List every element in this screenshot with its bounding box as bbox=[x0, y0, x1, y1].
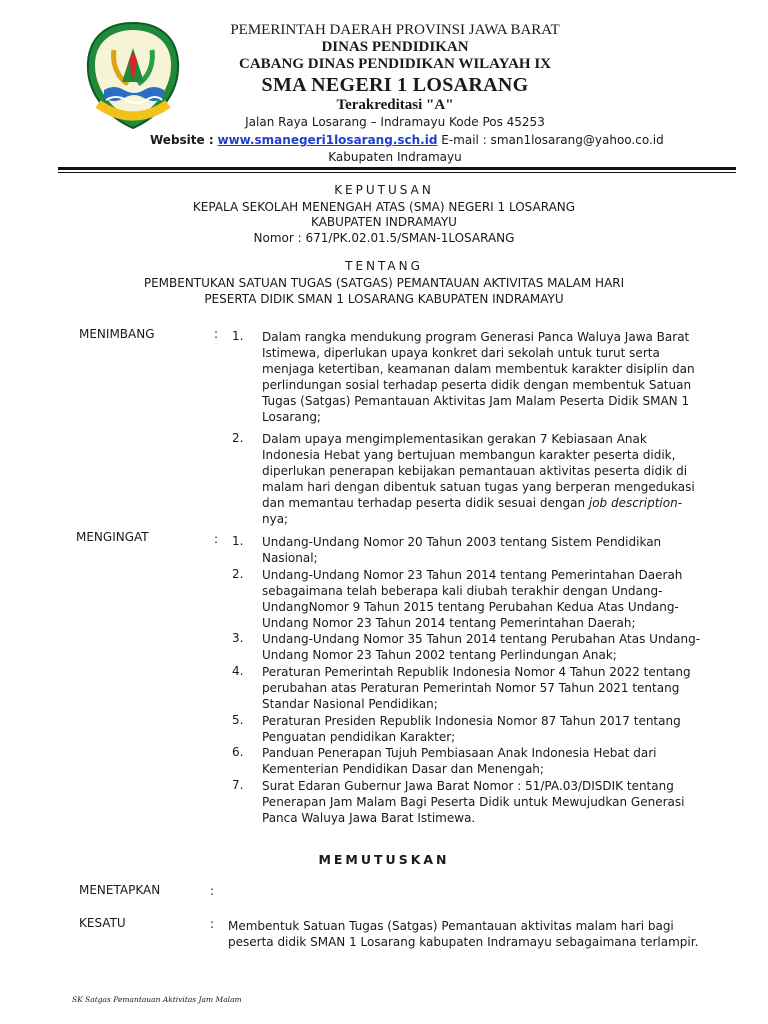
letterhead-divider-thick bbox=[58, 167, 736, 170]
text-line: Undang Nomor 23 Tahun 2002 tentang Perlindungan Anak; bbox=[262, 648, 617, 662]
letterhead-address: Jalan Raya Losarang – Indramayu Kode Pos 45253 bbox=[245, 115, 545, 129]
decree-issuer: KEPALA SEKOLAH MENENGAH ATAS (SMA) NEGERI 1 LOSARANG bbox=[192, 200, 576, 214]
mengingat-item-7 bbox=[262, 778, 702, 826]
mengingat-item-6 bbox=[262, 745, 702, 777]
text-line: Istimewa, diperlukan upaya konkret dari sekolah untuk turut serta bbox=[262, 346, 660, 360]
text-line: sebagaimana telah beberapa kali diubah terakhir dengan Undang- bbox=[262, 584, 663, 598]
mengingat-item-number: 7. bbox=[232, 778, 244, 792]
text-line: diperlukan penerapan kebijakan pemantauan aktivitas peserta didik di bbox=[262, 464, 688, 478]
mengingat-colon: : bbox=[214, 532, 219, 546]
text-line: perlindungan sosial terhadap peserta didik dengan membentuk Satuan bbox=[262, 378, 692, 392]
text-line: Peraturan Pemerintah Republik Indonesia Nomor 4 Tahun 2022 tentang bbox=[262, 665, 691, 679]
letterhead-accreditation: Terakreditasi "A" bbox=[336, 97, 454, 113]
text-line: Dalam upaya mengimplementasikan gerakan 7 Kebiasaan Anak bbox=[262, 432, 647, 446]
letterhead-regency: Kabupaten Indramayu bbox=[328, 150, 462, 164]
text-line: menjaga ketertiban, keamanan dalam membentuk karakter disiplin dan bbox=[262, 362, 695, 376]
mengingat-item-number: 6. bbox=[232, 745, 244, 759]
text-line: Surat Edaran Gubernur Jawa Barat Nomor : 51/PA.03/DISDIK tentang bbox=[262, 779, 674, 793]
mengingat-item-number: 1. bbox=[232, 534, 244, 548]
text-line: Tugas (Satgas) Pemantauan Aktivitas Jam Malam Peserta Didik SMAN 1 bbox=[262, 394, 690, 408]
text-line: Membentuk Satuan Tugas (Satgas) Pemantauan aktivitas malam hari bagi bbox=[228, 919, 674, 933]
text-line: Losarang; bbox=[262, 410, 321, 424]
mengingat-item-1 bbox=[262, 534, 702, 566]
mengingat-item-3 bbox=[262, 631, 702, 663]
mengingat-item-number: 5. bbox=[232, 713, 244, 727]
decree-number: Nomor : 671/PK.02.01.5/SMAN-1LOSARANG bbox=[253, 231, 515, 245]
text-line: malam hari dengan dibentuk satuan tugas yang berperan mengedukasi bbox=[262, 480, 695, 494]
menetapkan-colon: : bbox=[210, 884, 215, 898]
menimbang-item-number: 2. bbox=[232, 431, 244, 445]
text-line: peserta didik SMAN 1 Losarang kabupaten Indramayu sebagaimana terlampir. bbox=[228, 935, 699, 949]
kesatu-colon: : bbox=[210, 917, 215, 931]
text-line: Undang-Undang Nomor 23 Tahun 2014 tentang Pemerintahan Daerah bbox=[262, 568, 683, 582]
letterhead-contact bbox=[150, 133, 664, 147]
decree-subject-line-2: PESERTA DIDIK SMAN 1 LOSARANG KABUPATEN INDRAMAYU bbox=[204, 292, 564, 306]
mengingat-item-4 bbox=[262, 664, 702, 712]
decree-subject-line-1: PEMBENTUKAN SATUAN TUGAS (SATGAS) PEMANTAUAN AKTIVITAS MALAM HARI bbox=[143, 276, 625, 290]
text-line: nya; bbox=[262, 512, 289, 526]
letterhead-school-name: SMA NEGERI 1 LOSARANG bbox=[261, 74, 529, 96]
text-line bbox=[262, 495, 702, 511]
decree-heading: KEPUTUSAN bbox=[334, 183, 434, 197]
menimbang-item-2 bbox=[262, 431, 702, 527]
decree-regency: KABUPATEN INDRAMAYU bbox=[311, 215, 457, 229]
mengingat-item-number: 2. bbox=[232, 567, 244, 581]
text-line: Nasional; bbox=[262, 551, 318, 565]
menimbang-label: MENIMBANG bbox=[79, 327, 155, 341]
letterhead-government: PEMERINTAH DAERAH PROVINSI JAWA BARAT bbox=[230, 22, 560, 38]
italic-term: job description- bbox=[588, 496, 683, 510]
letterhead-department: DINAS PENDIDIKAN bbox=[321, 39, 469, 55]
text-line: Dalam rangka mendukung program Generasi Panca Waluya Jawa Barat bbox=[262, 330, 690, 344]
menimbang-colon: : bbox=[214, 327, 219, 341]
text-line: Panduan Penerapan Tujuh Pembiasaan Anak Indonesia Hebat dari bbox=[262, 746, 657, 760]
menetapkan-label: MENETAPKAN bbox=[79, 883, 161, 897]
text-line: Kementerian Pendidikan Dasar dan Menengah; bbox=[262, 762, 544, 776]
text-line: Panca Waluya Jawa Barat Istimewa. bbox=[262, 811, 476, 825]
email-text: E-mail : sman1losarang@yahoo.co.id bbox=[441, 133, 664, 147]
text-line: Undang-Undang Nomor 20 Tahun 2003 tentang Sistem Pendidikan bbox=[262, 535, 662, 549]
text-line: Penerapan Jam Malam Bagi Peserta Didik untuk Mewujudkan Generasi bbox=[262, 795, 685, 809]
text-line: Penguatan pendidikan Karakter; bbox=[262, 730, 456, 744]
memutuskan-heading: MEMUTUSKAN bbox=[318, 852, 450, 867]
letterhead-divider-thin bbox=[58, 172, 736, 173]
menimbang-item-1 bbox=[262, 329, 702, 425]
footer-note: SK Satgas Pemantauan Aktivitas Jam Malam bbox=[72, 995, 242, 1004]
mengingat-item-number: 4. bbox=[232, 664, 244, 678]
text-line: Undang Nomor 23 Tahun 2014 tentang Pemerintahan Daerah; bbox=[262, 616, 636, 630]
menimbang-item-number: 1. bbox=[232, 329, 244, 343]
text-line: Standar Nasional Pendidikan; bbox=[262, 697, 438, 711]
text-line: UndangNomor 9 Tahun 2015 tentang Perubahan Kedua Atas Undang- bbox=[262, 600, 679, 614]
text-line: Undang-Undang Nomor 35 Tahun 2014 tentang Perubahan Atas Undang- bbox=[262, 632, 701, 646]
text-line: perubahan atas Peraturan Pemerintah Nomor 57 Tahun 2021 tentang bbox=[262, 681, 680, 695]
about-heading: TENTANG bbox=[345, 259, 423, 273]
mengingat-item-2 bbox=[262, 567, 702, 631]
letterhead-branch: CABANG DINAS PENDIDIKAN WILAYAH IX bbox=[238, 56, 551, 72]
mengingat-item-5 bbox=[262, 713, 702, 745]
kesatu-label: KESATU bbox=[79, 916, 126, 930]
text-line: Indonesia Hebat yang bertujuan membangun karakter peserta didik, bbox=[262, 448, 676, 462]
province-logo bbox=[84, 20, 182, 132]
website-link[interactable]: www.smanegeri1losarang.sch.id bbox=[217, 133, 438, 147]
kesatu-text bbox=[228, 918, 708, 950]
website-label: Website : bbox=[150, 133, 214, 147]
mengingat-label: MENGINGAT bbox=[76, 530, 149, 544]
text-segment: dan memantau terhadap peserta didik sesuai dengan bbox=[262, 496, 586, 510]
text-line: Peraturan Presiden Republik Indonesia Nomor 87 Tahun 2017 tentang bbox=[262, 714, 681, 728]
mengingat-item-number: 3. bbox=[232, 631, 244, 645]
